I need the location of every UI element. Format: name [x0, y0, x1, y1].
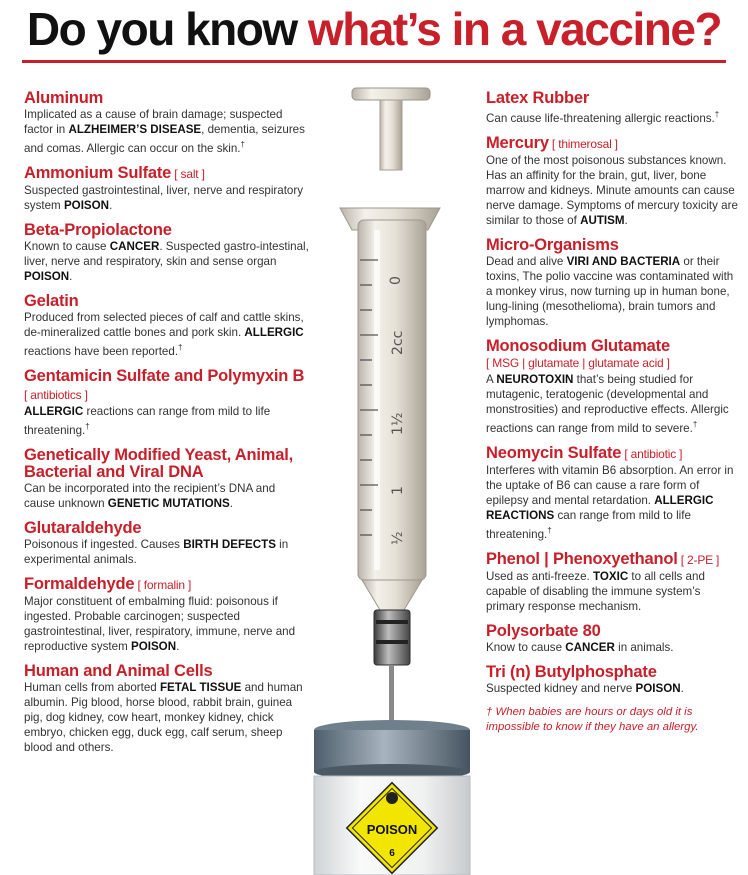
ingredient-alias: [ formalin ] [134, 577, 192, 592]
ingredient-genetically-modified-yeast-animal-bacterial-and-viral-dna [24, 447, 309, 511]
ingredient-gelatin [24, 293, 309, 359]
emphasis-text: POISON [635, 681, 681, 695]
ingredient-description [24, 481, 309, 511]
needle [389, 665, 394, 720]
ingredient-neomycin-sulfate [486, 445, 738, 542]
description-text: . [69, 269, 73, 283]
ingredient-name [486, 338, 738, 372]
ingredient-description [486, 372, 738, 436]
ingredient-name [24, 447, 309, 481]
ingredient-name [486, 135, 738, 153]
ingredient-phenol-phenoxyethanol [486, 551, 738, 614]
emphasis-text: ALLERGIC [244, 325, 304, 339]
ingredient-name-text: Ammonium Sulfate [24, 163, 172, 182]
ingredient-description [486, 107, 738, 126]
ingredient-name [24, 293, 309, 310]
ingredient-name [486, 90, 738, 107]
skull-icon [386, 792, 398, 804]
barrel-tip [362, 580, 422, 610]
ingredient-name [24, 90, 309, 107]
ingredient-alias: [ thimerosal ] [548, 136, 618, 151]
emphasis-text: BIRTH DEFECTS [183, 537, 276, 551]
ingredient-description [24, 537, 309, 567]
ingredient-description [486, 640, 738, 655]
ingredient-monosodium-glutamate [486, 338, 738, 436]
description-text: Implicated as a cause of brain damage; suspected factor in [24, 108, 283, 136]
emphasis-text: ALLERGIC REACTIONS [486, 493, 714, 522]
description-text: , dementia, seizures and comas. Allergic can occur on the skin. [24, 123, 305, 155]
description-text: . Suspected gastro-intestinal, liver, nerve and respiratory, skin and sense organ [24, 239, 309, 268]
description-text: Poisonous if ingested. Causes [24, 537, 184, 551]
ingredient-human-and-animal-cells [24, 663, 309, 755]
emphasis-text: POISON [24, 269, 70, 283]
description-text: Interferes with vitamin B6 absorption. An error in the uptake of B6 can cause a rare form of epilepsy and mental retardation. [486, 463, 734, 507]
description-text: . [624, 213, 628, 227]
mark-1-half: 1½ [390, 412, 406, 435]
description-text: Suspected gastrointestinal, liver, nerve and respiratory system [24, 183, 304, 212]
emphasis-text: VIRI AND BACTERIA [566, 254, 681, 268]
description-text: to all cells and capable of disabling the immune system’s primary response mechanism. [486, 569, 705, 613]
ingredient-name-text: Aluminum [24, 89, 104, 107]
ingredient-name-text: Latex Rubber [486, 89, 590, 107]
emphasis-text: ALLERGIC [24, 404, 84, 418]
ingredient-aluminum [24, 90, 309, 156]
description-text: that’s being studied for mutagenic, teratogenic (developmental and monstrosities) and reproductive effects. Allergic reactions can range from mild to severe. [486, 372, 729, 435]
ingredient-name-text: Mercury [486, 133, 549, 152]
emphasis-text: CANCER [565, 640, 615, 654]
emphasis-text: POISON [63, 198, 110, 212]
ingredient-name-text: Beta-Propiolactone [24, 220, 172, 239]
description-text: Can be incorporated into the recipient’s DNA and cause unknown [24, 481, 276, 510]
ingredient-polysorbate-80 [486, 623, 738, 655]
ingredient-description [486, 153, 738, 228]
description-text: Dead and alive [486, 254, 567, 268]
barrel-highlight [374, 230, 380, 570]
mark-1: 1 [390, 486, 406, 495]
description-text: Major constituent of embalming fluid: poisonous if ingested. Probable carcinogen; suspected gastrointestinal, liver, respiratory, immune, nerve and reproductive system [24, 594, 296, 653]
ingredient-description [486, 569, 738, 614]
description-text: . [229, 496, 233, 510]
ingredient-name [24, 520, 309, 537]
ingredient-name-text: Polysorbate 80 [486, 621, 601, 640]
right-column [486, 90, 738, 735]
ingredient-latex-rubber [486, 90, 738, 126]
ingredient-mercury [486, 135, 738, 228]
description-text: Known to cause [24, 239, 110, 253]
ingredient-name-text: Phenol | Phenoxyethanol [486, 549, 678, 568]
ingredient-alias: [ salt ] [171, 166, 205, 181]
ingredient-name-text: Monosodium Glutamate [486, 336, 670, 355]
ingredient-name-text: Formaldehyde [24, 574, 135, 593]
dagger-mark: † [714, 110, 720, 119]
poison-label-text: POISON [366, 822, 418, 837]
plunger-top [352, 88, 430, 100]
ingredient-name [486, 237, 738, 254]
ingredient-name-text: Neomycin Sulfate [486, 443, 622, 462]
ingredient-gentamicin-sulfate-and-polymyxin-b [24, 368, 309, 438]
ingredient-name [24, 165, 309, 183]
dagger-mark: † [85, 421, 90, 431]
emphasis-text: ALZHEIMER’S DISEASE [68, 123, 202, 136]
dagger-mark: † [547, 525, 552, 535]
mark-2cc: 2cc [390, 330, 406, 355]
ingredient-name [486, 623, 738, 640]
ingredient-name [486, 551, 738, 569]
emphasis-text: CANCER [109, 239, 160, 253]
ingredient-description [24, 404, 309, 438]
ingredient-description [486, 681, 738, 696]
ingredient-name [24, 663, 309, 680]
mark-half: ½ [390, 531, 406, 545]
emphasis-text: TOXIC [592, 569, 629, 583]
ingredient-tri-n-butylphosphate [486, 664, 738, 696]
ingredient-name-text: Human and Animal Cells [24, 661, 213, 680]
ingredient-beta-propiolactone [24, 222, 309, 284]
ingredient-description [24, 680, 309, 755]
description-text: reactions have been reported. [24, 344, 179, 358]
description-text: and human albumin. Pig blood, horse blood, rabbit brain, guinea pig, dog kidney, cow heart, monkey kidney, chick embryo, chicken egg, duck egg, calf serum, sheep blood and others. [24, 680, 303, 754]
description-text: . [680, 681, 684, 695]
ingredient-alias: [ 2-PE ] [677, 552, 720, 567]
needle-hub [374, 610, 410, 665]
ingredient-name-text: Gelatin [24, 291, 79, 310]
ingredient-description [486, 463, 738, 542]
syringe-illustration [300, 80, 490, 875]
ingredient-alias: [ antibiotic ] [621, 446, 683, 461]
left-column [24, 90, 309, 764]
description-text: or their toxins, The polio vaccine was contaminated with a monkey virus, now turning up in human bone, lung-lining (mesothelioma), brain tumors and lymphomas. [486, 254, 734, 328]
description-text: Suspected kidney and nerve [486, 681, 636, 695]
ingredient-micro-organisms [486, 237, 738, 329]
description-text: Know to cause [486, 640, 566, 654]
ingredient-description [24, 239, 309, 284]
ingredient-glutaraldehyde [24, 520, 309, 567]
ingredient-name [24, 576, 309, 594]
ingredient-name-text: Tri (n) Butylphosphate [486, 662, 657, 681]
description-text: Used as anti-freeze. [486, 569, 593, 583]
description-text: can range from mild to life threatening. [486, 508, 691, 541]
ingredient-ammonium-sulfate [24, 165, 309, 213]
ingredient-description [24, 310, 309, 359]
ingredient-name [486, 664, 738, 681]
description-text: Human cells from aborted [24, 680, 160, 694]
ingredient-name [486, 445, 738, 463]
description-text: Can cause life-threatening allergic reactions. [486, 111, 715, 125]
ingredient-formaldehyde [24, 576, 309, 654]
ingredient-name-text: Genetically Modified Yeast, Animal, Bacterial and Viral DNA [24, 445, 294, 481]
poison-label-number: 6 [389, 848, 395, 859]
ingredient-name [24, 222, 309, 239]
allergy-footnote: † When babies are hours or days old it is impossible to know if they have an allergy. [486, 705, 699, 733]
syringe-barrel [358, 220, 426, 580]
ingredient-description [24, 183, 309, 213]
description-text: Produced from selected pieces of calf and cattle skins, de-mineralized cattle bones and pork skin. [24, 310, 304, 339]
description-text: in animals. [614, 640, 674, 654]
emphasis-text: GENETIC MUTATIONS [107, 496, 230, 510]
ingredient-name-text: Gentamicin Sulfate and Polymyxin B [24, 366, 305, 385]
description-text: One of the most poisonous substances known. Has an affinity for the brain, gut, liver, bone marrow and kidneys. Minute amounts can cause nerve damage. Symptoms of mercury toxicity are similar to those of [486, 153, 738, 227]
ingredient-description [24, 107, 309, 156]
page-title [0, 0, 748, 60]
title-part-2: what’s in a vaccine? [307, 3, 722, 55]
emphasis-text: AUTISM [580, 213, 625, 227]
description-text: . [109, 198, 113, 212]
ingredient-alias: [ antibiotics ] [24, 387, 88, 402]
title-rule [22, 60, 726, 63]
plunger-rod [380, 100, 402, 170]
dagger-mark: † [692, 419, 698, 429]
emphasis-text: POISON [130, 639, 177, 653]
ingredient-alias: [ MSG | glutamate | glutamate acid ] [486, 355, 670, 370]
description-text: . [176, 639, 180, 653]
ingredient-description [486, 254, 738, 329]
dagger-mark: † [240, 140, 245, 149]
description-text: reactions can range from mild to life threatening. [24, 404, 271, 437]
mark-0: 0 [388, 276, 404, 285]
description-text: in experimental animals. [24, 537, 289, 566]
ingredient-name-text: Micro-Organisms [486, 235, 619, 254]
dagger-mark: † [178, 342, 183, 352]
ingredient-name-text: Glutaraldehyde [24, 518, 142, 537]
description-text: A [486, 372, 497, 386]
emphasis-text: NEUROTOXIN [496, 372, 574, 386]
title-part-1: Do you know [26, 3, 308, 55]
emphasis-text: FETAL TISSUE [159, 680, 242, 694]
ingredient-description [24, 594, 309, 654]
ingredient-name [24, 368, 309, 404]
